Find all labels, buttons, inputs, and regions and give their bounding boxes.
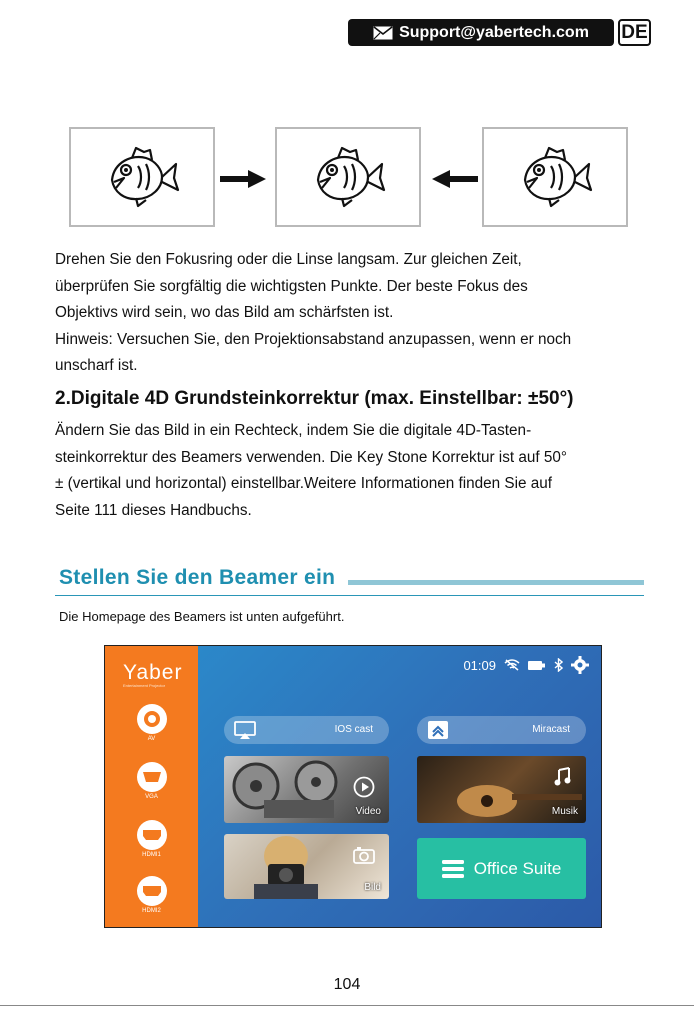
brand-tagline: Entertainment Projector bbox=[123, 683, 166, 688]
source-sidebar bbox=[105, 646, 198, 927]
vga-icon bbox=[137, 762, 167, 792]
music-tile[interactable] bbox=[417, 756, 586, 823]
source-vga[interactable] bbox=[105, 762, 198, 800]
text-line: Ändern Sie das Bild in ein Rechteck, indem Sie die digitale 4D-Tasten- bbox=[55, 422, 532, 439]
miracast-icon bbox=[427, 720, 449, 740]
play-icon bbox=[353, 776, 375, 798]
arrow-right-icon bbox=[220, 170, 266, 188]
battery-icon bbox=[528, 660, 546, 671]
bluetooth-icon bbox=[554, 658, 563, 672]
title-decoration-bar bbox=[348, 580, 644, 585]
source-label: HDMI2 bbox=[142, 908, 161, 914]
brand-logo: Yaber bbox=[123, 661, 183, 684]
envelope-icon bbox=[373, 26, 393, 40]
focus-paragraph bbox=[55, 247, 655, 380]
section-intro: Die Homepage des Beamers ist unten aufgeführt. bbox=[59, 609, 345, 624]
music-note-icon bbox=[554, 766, 574, 788]
source-av[interactable] bbox=[105, 704, 198, 742]
photo-tile[interactable] bbox=[224, 834, 389, 899]
hdmi-icon bbox=[137, 820, 167, 850]
source-label: VGA bbox=[145, 794, 158, 800]
music-label: Musik bbox=[551, 806, 578, 817]
office-suite-tile[interactable] bbox=[417, 838, 586, 899]
text-line: Drehen Sie den Fokusring oder die Linse langsam. Zur gleichen Zeit, bbox=[55, 251, 522, 268]
arrow-left-icon bbox=[432, 170, 478, 188]
gear-icon[interactable] bbox=[571, 656, 589, 674]
support-email: Support@yabertech.com bbox=[399, 23, 589, 41]
miracast-button[interactable] bbox=[417, 716, 586, 744]
fish-icon bbox=[308, 142, 388, 212]
keystone-paragraph bbox=[55, 418, 655, 524]
clock: 01:09 bbox=[463, 657, 496, 673]
section-title: Stellen Sie den Beamer ein bbox=[59, 566, 336, 589]
ios-cast-label: IOS cast bbox=[334, 724, 373, 735]
fish-image-right bbox=[482, 127, 628, 227]
text-line: steinkorrektur des Beamers verwenden. Die Key Stone Korrektur ist auf 50° bbox=[55, 448, 568, 466]
text-line: Objektivs wird sein, wo das Bild am schärfsten ist. bbox=[55, 304, 394, 321]
status-bar bbox=[463, 656, 589, 674]
fish-image-left bbox=[69, 127, 215, 227]
source-hdmi2[interactable] bbox=[105, 876, 198, 914]
projector-home-screenshot bbox=[104, 645, 602, 928]
fish-icon bbox=[515, 142, 595, 212]
language-badge: DE bbox=[618, 19, 651, 46]
miracast-label: Miracast bbox=[532, 724, 570, 735]
av-icon bbox=[137, 704, 167, 734]
ios-cast-button[interactable] bbox=[224, 716, 389, 744]
source-label: HDMI1 bbox=[142, 852, 161, 858]
fish-icon bbox=[102, 142, 182, 212]
text-line: Seite 111 dieses Handbuchs. bbox=[55, 501, 252, 519]
video-tile[interactable] bbox=[224, 756, 389, 823]
office-suite-label: Office Suite bbox=[473, 858, 562, 878]
page-number: 104 bbox=[333, 976, 361, 993]
hdmi-icon bbox=[137, 876, 167, 906]
camera-icon bbox=[353, 846, 375, 864]
support-email-badge bbox=[348, 19, 614, 46]
footer-rule bbox=[0, 1005, 694, 1006]
title-underline bbox=[55, 595, 644, 596]
office-list-icon bbox=[442, 860, 464, 878]
keystone-heading: 2.Digitale 4D Grundsteinkorrektur (max. Einstellbar: ±50°) bbox=[55, 388, 574, 409]
text-line: überprüfen Sie sorgfältig die wichtigsten Punkte. Der beste Fokus des bbox=[55, 277, 528, 295]
fish-image-center bbox=[275, 127, 421, 227]
text-line: Hinweis: Versuchen Sie, den Projektionsabstand anzupassen, wenn er noch bbox=[55, 330, 572, 348]
source-hdmi1[interactable] bbox=[105, 820, 198, 858]
video-label: Video bbox=[355, 806, 381, 817]
text-line: unscharf ist. bbox=[55, 357, 138, 374]
screen-cast-icon bbox=[234, 720, 256, 740]
text-line: ± (vertikal und horizontal) einstellbar.Weitere Informationen finden Sie auf bbox=[55, 475, 553, 492]
wifi-off-icon bbox=[504, 659, 520, 671]
source-label: AV bbox=[147, 736, 156, 742]
photo-label: Bild bbox=[364, 882, 381, 893]
